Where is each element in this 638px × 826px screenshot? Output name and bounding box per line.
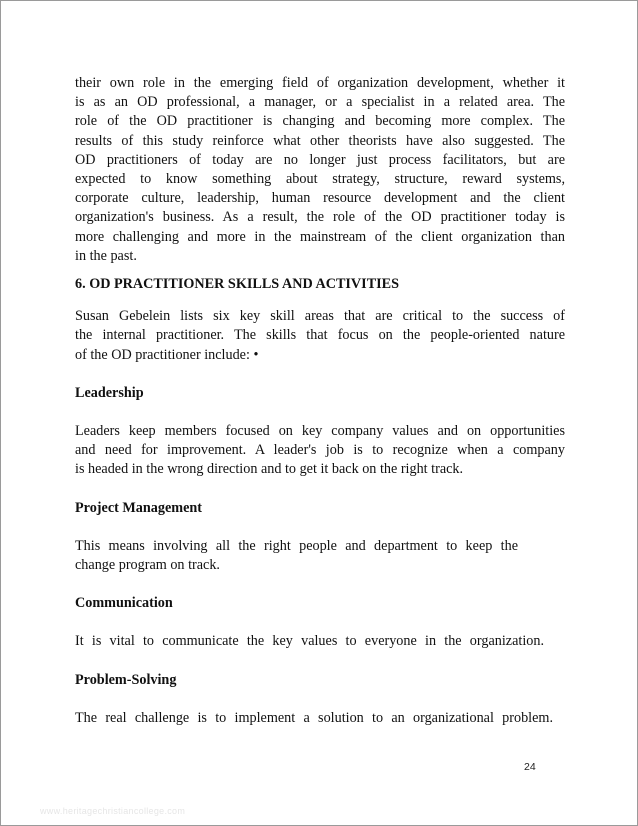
section-heading: 6. OD PRACTITIONER SKILLS AND ACTIVITIES bbox=[75, 276, 400, 293]
skill-heading-communication: Communication bbox=[75, 595, 173, 612]
text-line: and need for improvement. A leader's job is to recognize when a company bbox=[75, 442, 565, 459]
text-line: their own role in the emerging field of organization development, whether it bbox=[75, 75, 565, 91]
text-line: the internal practitioner. The skills that focus on the people-oriented nature bbox=[75, 327, 565, 344]
text-line: corporate culture, leadership, human resource development and the client bbox=[75, 190, 565, 207]
text-line: It is vital to communicate the key values to everyone in the organization. bbox=[75, 633, 544, 650]
skill-paragraph-problem-solving bbox=[75, 709, 565, 728]
skill-heading-leadership: Leadership bbox=[75, 384, 144, 401]
skill-paragraph-communication bbox=[75, 632, 565, 651]
text-line: organization's business. As a result, the role of the OD practitioner today is bbox=[75, 209, 565, 226]
text-line: is headed in the wrong direction and to get it back on the right track. bbox=[75, 461, 464, 478]
skill-heading-project-management: Project Management bbox=[75, 499, 202, 516]
text-line: OD practitioners of today are no longer just process facilitators, but are bbox=[75, 151, 565, 168]
text-line: expected to know something about strategy, structure, reward systems, bbox=[75, 171, 565, 188]
intro-paragraph bbox=[75, 74, 565, 266]
text-line: This means involving all the right people and department to keep the bbox=[75, 537, 518, 554]
skill-heading-problem-solving: Problem-Solving bbox=[75, 671, 177, 688]
text-line: Susan Gebelein lists six key skill areas that are critical to the success of bbox=[75, 308, 565, 325]
text-line: more challenging and more in the mainstream of the client organization than bbox=[75, 228, 565, 245]
skill-paragraph-leadership bbox=[75, 422, 565, 480]
text-line: in the past. bbox=[75, 247, 137, 264]
skill-paragraph-project-management bbox=[75, 537, 565, 575]
section-intro-paragraph bbox=[75, 307, 565, 365]
text-line: role of the OD practitioner is changing and becoming more complex. The bbox=[75, 113, 565, 130]
text-line: change program on track. bbox=[75, 557, 220, 574]
text-line: The real challenge is to implement a solution to an organizational problem. bbox=[75, 709, 553, 726]
text-line: of the OD practitioner include: • bbox=[75, 346, 259, 363]
text-line: Leaders keep members focused on key company values and on opportunities bbox=[75, 423, 565, 440]
text-line: results of this study reinforce what other theorists have also suggested. The bbox=[75, 132, 565, 149]
text-line: is as an OD professional, a manager, or a specialist in a related area. The bbox=[75, 94, 565, 111]
watermark-text: www.heritagechristiancollege.com bbox=[40, 806, 186, 816]
page-number: 24 bbox=[524, 761, 536, 773]
document-body bbox=[75, 74, 565, 728]
